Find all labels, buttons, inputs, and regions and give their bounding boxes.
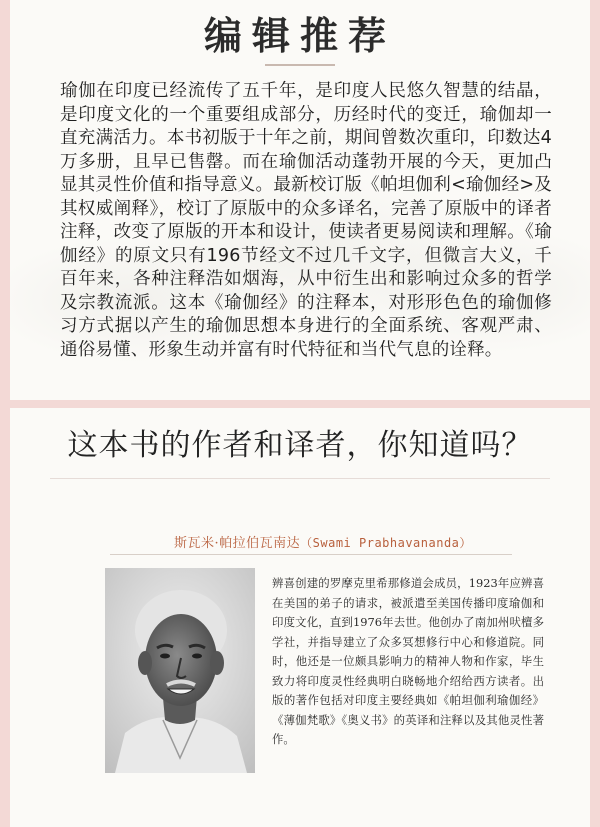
author-name-english: （Swami Prabhavananda） xyxy=(300,536,472,550)
recommendation-text: 瑜伽在印度已经流传了五千年，是印度人民悠久智慧的结晶，是印度文化的一个重要组成部分，历经时代的变迁，瑜伽却一直充满活力。本书初版于十年之前，期间曾数次重印，印数达4万多册，且早已售罄。而在瑜伽活动蓬勃开展的今天，更加凸显其灵性价值和指导意义。最新校订版《帕坦伽利<瑜伽经>及其权威阐释》，校订了原版中的众多译名，完善了原版中的译者注释，改变了原版的开本和设计，使读者更易阅读和理解。《瑜伽经》的原文只有196节经文不过几千文字，但微言大义，千百年来，各种注释浩如烟海，从中衍生出和影响过众多的哲学及宗教流派。这本《瑜伽经》的注释本，对形形色色的瑜伽修习方式据以产生的瑜伽思想本身进行的全面系统、客观严肃、通俗易懂、形象生动并富有时代特征和当代气息的诠释。 xyxy=(60,81,552,360)
section-title: 编辑推荐 xyxy=(203,13,396,58)
name-divider xyxy=(110,554,512,555)
author-name xyxy=(174,532,554,551)
author-photo xyxy=(105,568,255,773)
title-underline xyxy=(265,64,335,66)
author-name-chinese: 斯瓦米·帕拉伯瓦南达 xyxy=(174,536,301,551)
author-section xyxy=(10,408,590,827)
divider xyxy=(50,478,550,479)
author-biography: 辨喜创建的罗摩克里希那修道会成员，1923年应辨喜在美国的弟子的请求，被派遣至美国传播印度瑜伽和印度文化，直到1976年去世。他创办了南加州吠檀多学社，并指导建立了众多冥想修行中心和修道院。同时，他还是一位颇具影响力的精神人物和作家，毕生致力将印度灵性经典明白晓畅地介绍给西方读者。出版的著作包括对印度主要经典如《帕坦伽利瑜伽经》《薄伽梵歌》《奥义书》的英译和注释以及其他灵性著作。 xyxy=(272,576,544,746)
author-portrait-image xyxy=(105,568,255,773)
editor-recommendation-section xyxy=(10,0,590,400)
author-question-heading: 这本书的作者和译者，你知道吗？ xyxy=(67,428,533,463)
